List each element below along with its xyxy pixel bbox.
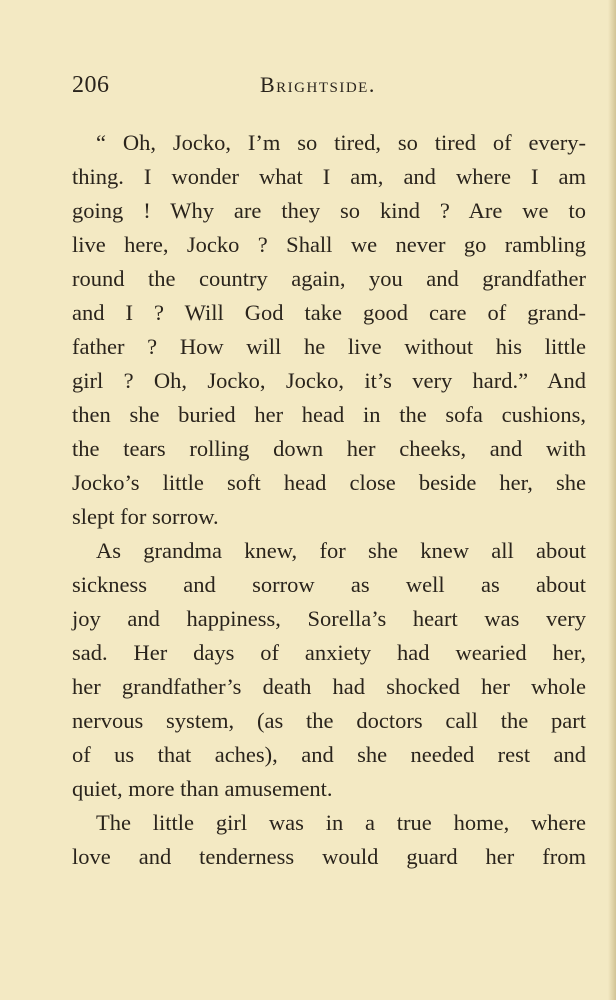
- page-header: [72, 72, 580, 106]
- text-line: of us that aches), and she needed rest and: [72, 742, 586, 767]
- text-line: sickness and sorrow as well as about: [72, 572, 586, 597]
- running-title: Brightside.: [260, 72, 376, 97]
- text-line: “ Oh, Jocko, I’m so tired, so tired of every-: [96, 130, 586, 155]
- text-line: nervous system, (as the doctors call the part: [72, 708, 586, 733]
- text-line: joy and happiness, Sorella’s heart was very: [72, 606, 586, 631]
- text-line: then she buried her head in the sofa cushions,: [72, 402, 586, 427]
- page-edge-shadow: [608, 0, 616, 1000]
- text-line: live here, Jocko ? Shall we never go rambling: [72, 232, 586, 257]
- text-line: girl ? Oh, Jocko, Jocko, it’s very hard.” And: [72, 368, 586, 393]
- text-line: thing. I wonder what I am, and where I am: [72, 164, 586, 189]
- text-line: love and tenderness would guard her from: [72, 844, 586, 869]
- body-text: [72, 126, 586, 874]
- text-line: sad. Her days of anxiety had wearied her,: [72, 640, 586, 665]
- text-line: slept for sorrow.: [72, 504, 219, 529]
- text-line: father ? How will he live without his little: [72, 334, 586, 359]
- page-number: 206: [72, 72, 110, 98]
- text-line: her grandfather’s death had shocked her whole: [72, 674, 586, 699]
- text-line: round the country again, you and grandfather: [72, 266, 586, 291]
- text-line: The little girl was in a true home, where: [96, 810, 586, 835]
- text-line: and I ? Will God take good care of grand-: [72, 300, 586, 325]
- text-line: As grandma knew, for she knew all about: [96, 538, 586, 563]
- text-line: going ! Why are they so kind ? Are we to: [72, 198, 586, 223]
- text-line: the tears rolling down her cheeks, and with: [72, 436, 586, 461]
- text-line: Jocko’s little soft head close beside her, she: [72, 470, 586, 495]
- text-line: quiet, more than amusement.: [72, 776, 333, 801]
